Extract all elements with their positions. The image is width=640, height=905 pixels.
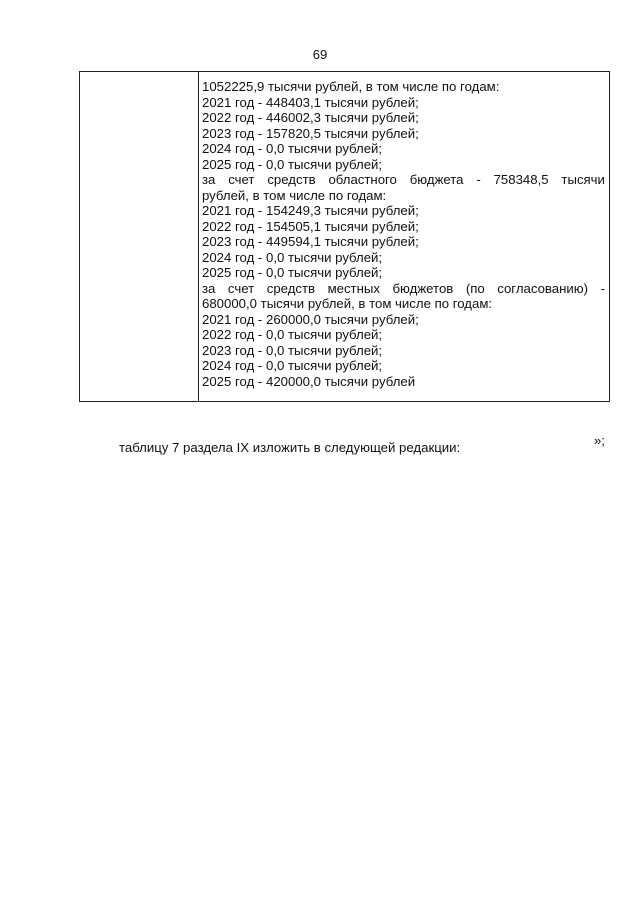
table-text-line: 2024 год - 0,0 тысячи рублей; bbox=[202, 141, 383, 156]
table-left-cell bbox=[80, 72, 199, 401]
table-text-line bbox=[202, 172, 605, 188]
table-right-cell bbox=[199, 72, 609, 401]
table-text-word: за bbox=[202, 172, 216, 187]
table-text-word: - bbox=[476, 172, 481, 187]
table-text-line: 2023 год - 0,0 тысячи рублей; bbox=[202, 342, 383, 358]
instruction-text: таблицу 7 раздела IX изложить в следующей редакции: bbox=[119, 440, 461, 455]
table-text-line: 2022 год - 446002,3 тысячи рублей; bbox=[202, 110, 419, 125]
table-text-line: 2024 год - 0,0 тысячи рублей; bbox=[202, 358, 383, 373]
page-number: 69 bbox=[312, 47, 328, 62]
table-text-line: 2023 год - 449594,1 тысячи рублей; bbox=[202, 234, 419, 249]
table-text-word: - bbox=[600, 280, 605, 296]
table-text-word: счет bbox=[228, 172, 255, 187]
document-table bbox=[79, 71, 610, 402]
table-text-line: 2025 год - 0,0 тысячи рублей; bbox=[202, 156, 383, 172]
table-text-word: местных bbox=[327, 280, 380, 296]
table-text-word: областного bbox=[328, 172, 397, 187]
table-text-word: 758348,5 bbox=[493, 172, 549, 187]
table-text-line: 2023 год - 157820,5 тысячи рублей; bbox=[202, 125, 419, 141]
table-text-line: 2021 год - 448403,1 тысячи рублей; bbox=[202, 94, 419, 110]
closing-quote-mark: »; bbox=[594, 433, 605, 448]
table-text-line: 2025 год - 0,0 тысячи рублей; bbox=[202, 265, 383, 280]
table-text-word: средств bbox=[267, 172, 316, 187]
table-text-word: счет bbox=[227, 280, 255, 296]
table-text-word: бюджетов bbox=[392, 280, 454, 296]
table-text-line: 2021 год - 260000,0 тысячи рублей; bbox=[202, 311, 419, 327]
table-text-line: 2024 год - 0,0 тысячи рублей; bbox=[202, 249, 383, 265]
table-text-word: тысячи bbox=[561, 172, 605, 187]
table-text-line: 2025 год - 420000,0 тысячи рублей bbox=[202, 373, 416, 389]
table-text-line: 2021 год - 154249,3 тысячи рублей; bbox=[202, 203, 419, 218]
table-text-line: 680000,0 тысячи рублей, в том числе по годам: bbox=[202, 296, 493, 311]
table-text-word: (по bbox=[465, 280, 485, 296]
table-text-line: рублей, в том числе по годам: bbox=[202, 187, 387, 203]
table-text-line bbox=[202, 281, 605, 297]
table-text-line: 1052225,9 тысячи рублей, в том числе по годам: bbox=[202, 79, 500, 94]
table-text-word: средств bbox=[266, 280, 316, 296]
table-text-line: 2022 год - 154505,1 тысячи рублей; bbox=[202, 218, 419, 234]
table-text-word: согласованию) bbox=[497, 280, 589, 296]
table-text-word: за bbox=[202, 280, 216, 296]
table-text-line: 2022 год - 0,0 тысячи рублей; bbox=[202, 327, 383, 342]
table-text-word: бюджета bbox=[409, 172, 464, 187]
